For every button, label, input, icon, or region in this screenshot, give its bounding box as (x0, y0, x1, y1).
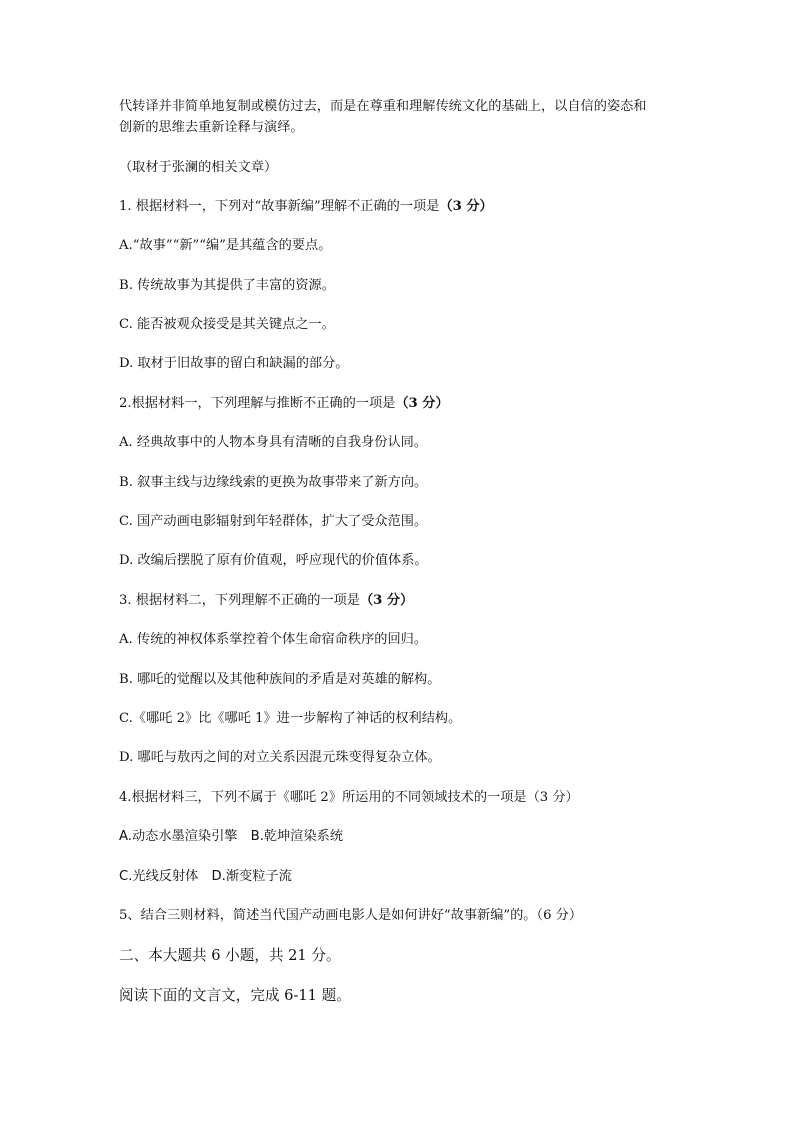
question-1-text: 1. 根据材料一，下列对“故事新编”理解不正确的一项是 (119, 199, 440, 214)
question-4-options-row-1: A.动态水墨渲染引擎 B.乾坤渲染系统 (119, 829, 344, 844)
question-3-text: 3. 根据材料二，下列理解不正确的一项是 (119, 593, 360, 608)
question-3-option-a: A. 传统的神权体系掌控着个体生命宿命秩序的回归。 (119, 632, 428, 647)
question-2-text: 2.根据材料一，下列理解与推断不正确的一项是 (119, 396, 396, 411)
question-1-option-b: B. 传统故事为其提供了丰富的资源。 (119, 278, 335, 293)
intro-line-2: 创新的思维去重新诠释与演绎。 (119, 120, 304, 135)
question-1-score: （3 分） (439, 199, 493, 214)
question-2-stem (119, 394, 449, 414)
question-2-option-d: D. 改编后摆脱了原有价值观，呼应现代的价值体系。 (119, 553, 428, 568)
question-1-option-a: A.“故事”“新”“编”是其蕴含的要点。 (119, 238, 332, 253)
question-2-option-b: B. 叙事主线与边缘线索的更换为故事带来了新方向。 (119, 475, 428, 490)
section-2-instruction: 阅读下面的文言文，完成 6-11 题。 (119, 987, 351, 1004)
question-5-stem: 5、结合三则材料，简述当代国产动画电影人是如何讲好“故事新编”的。（6 分） (119, 908, 583, 923)
question-1-option-d: D. 取材于旧故事的留白和缺漏的部分。 (119, 356, 349, 371)
question-1-option-c: C. 能否被观众接受是其关键点之一。 (119, 317, 335, 332)
section-2-title: 二、本大题共 6 小题，共 21 分。 (119, 947, 341, 964)
question-3-option-b: B. 哪吒的觉醒以及其他种族间的矛盾是对英雄的解构。 (119, 672, 441, 687)
question-2-option-c: C. 国产动画电影辐射到年轻群体，扩大了受众范围。 (119, 514, 428, 529)
question-3-stem (119, 591, 413, 611)
question-3-score: （3 分） (359, 593, 414, 608)
question-4-stem: 4.根据材料三，下列不属于《哪吒 2》所运用的不同领域技术的一项是（3 分） (119, 790, 579, 805)
question-1-stem (119, 197, 493, 217)
question-2-score: （3 分） (395, 396, 449, 411)
question-3-option-c: C.《哪吒 2》比《哪吒 1》进一步解构了神话的权利结构。 (119, 711, 462, 726)
question-3-option-d: D. 哪吒与敖丙之间的对立关系因混元珠变得复杂立体。 (119, 750, 441, 765)
source-note: （取材于张澜的相关文章） (119, 160, 278, 175)
question-2-option-a: A. 经典故事中的人物本身具有清晰的自我身份认同。 (119, 435, 428, 450)
intro-line-1: 代转译并非简单地复制或模仿过去，而是在尊重和理解传统文化的基础上，以自信的姿态和 (119, 99, 647, 114)
question-4-options-row-2: C.光线反射体 D.渐变粒子流 (119, 869, 292, 884)
